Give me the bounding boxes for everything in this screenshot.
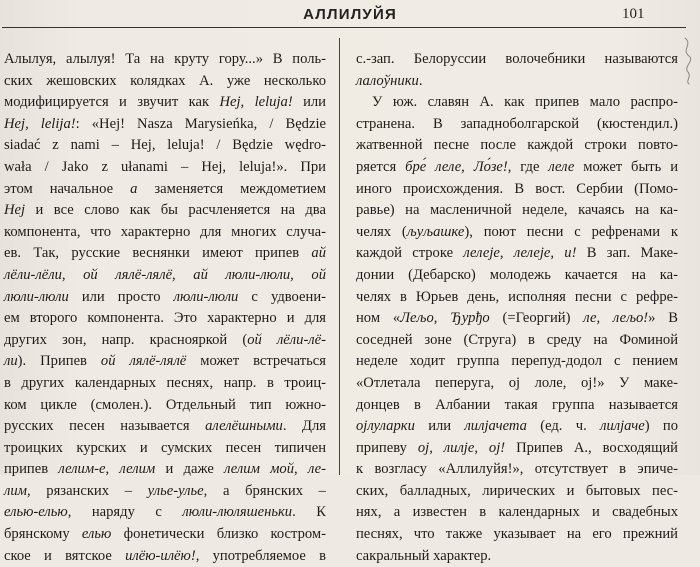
text-run: , употребляемое в <box>195 547 326 564</box>
text-run: ских, балладных, лирических и бытовых пес- <box>356 482 678 499</box>
text-run: , где <box>507 158 549 175</box>
italic-text: елью-елью <box>4 504 68 521</box>
text-run: или <box>292 94 326 111</box>
text-run: брянскому <box>4 526 82 543</box>
text-line <box>356 481 678 503</box>
text-line <box>356 438 678 460</box>
italic-text: ли <box>4 353 18 370</box>
text-run: может быть и <box>574 158 679 175</box>
text-line <box>4 92 326 114</box>
text-run: компонента, что характерно для многих случа- <box>4 223 326 240</box>
text-line <box>4 71 326 93</box>
text-run: , а брянских – <box>203 482 326 499</box>
text-line <box>356 308 678 330</box>
text-run: и все слово как бы расчленяется на два <box>25 202 326 219</box>
italic-text: ле- <box>307 461 327 478</box>
text-run: ских жешовских колядках А. уже несколько <box>4 72 326 89</box>
text-run: . Для <box>282 418 326 435</box>
italic-text: ој, лилје, ој! <box>417 439 506 456</box>
italic-text: алелёшными <box>205 418 283 435</box>
text-line <box>4 330 326 352</box>
italic-text: бре́ леле, Ло́зе! <box>405 158 508 175</box>
text-line <box>4 157 326 179</box>
text-run: в других календарных песнях, напр. в троиц- <box>4 374 326 391</box>
text-run: Алылуя, алылуя! Та на круту гору...» В поль- <box>4 51 326 67</box>
italic-text: лелим <box>119 461 156 478</box>
header-rule <box>2 27 686 28</box>
italic-text: лелим-е <box>58 461 106 478</box>
text-line <box>356 179 678 201</box>
text-run: (=Георгий) <box>489 310 584 327</box>
text-run: странена. В западноболгарской (кюстендил.) <box>356 115 678 132</box>
text-line <box>4 502 326 524</box>
text-line <box>4 351 326 373</box>
text-run: челях ( <box>356 223 407 240</box>
text-run: (ед. ч. <box>526 418 601 435</box>
text-run: к возгласу «Аллилуйя!», отсутствует в эпиче- <box>356 461 678 478</box>
text-run: или просто <box>68 288 174 305</box>
text-line <box>356 395 678 417</box>
text-line <box>4 416 326 438</box>
text-run: песнях, что также указывает на его прежний <box>356 526 678 543</box>
italic-text: Hej <box>4 202 26 219</box>
text-run: , рязанских – <box>26 482 148 499</box>
text-line <box>4 395 326 417</box>
text-run: каждой строке <box>356 245 464 262</box>
text-line <box>356 243 678 265</box>
italic-text: ой лёли-лё- <box>247 331 327 348</box>
text-run: припев <box>4 461 59 478</box>
text-run: русских песен называется <box>4 418 206 435</box>
italic-text: ульe-ульe <box>147 482 204 499</box>
text-run: . <box>418 72 423 89</box>
italic-text: Лељо, Ђурђо <box>400 310 490 327</box>
text-run: ряется <box>356 158 406 175</box>
italic-text: а <box>130 180 138 197</box>
text-line <box>356 330 678 352</box>
text-run: сакральный характер. <box>356 547 492 564</box>
page-number: 101 <box>622 6 645 22</box>
text-line <box>356 157 678 179</box>
text-run: соседней зоне (Струга) в среду на Фоминой <box>356 331 678 348</box>
italic-text: лелеје, лелеје, и! <box>463 245 577 262</box>
text-run: неделе ходит группа перепуд-додол с пением <box>356 353 678 370</box>
text-run: » В <box>648 310 678 327</box>
text-line <box>356 265 678 287</box>
text-run: ем второго компонента. Это характерно и для <box>4 310 326 327</box>
text-run: нях, а известен в календарных и свадебных <box>356 504 678 521</box>
text-line <box>356 200 678 222</box>
text-run: ном « <box>356 310 401 327</box>
text-run: ское и вятское <box>4 547 126 564</box>
text-run: с удвоени- <box>238 288 326 305</box>
text-run: : «Hej! Nasza Marysieńka, / Będzie <box>75 115 326 132</box>
italic-text: ле, лељо! <box>583 310 649 327</box>
italic-text: ой лялё-лялё <box>100 353 187 370</box>
pencil-margin-mark <box>679 36 699 86</box>
text-line <box>4 373 326 395</box>
text-line <box>356 222 678 244</box>
text-line <box>356 524 678 546</box>
text-line <box>4 524 326 546</box>
italic-text: Hej, lelija! <box>4 115 76 132</box>
text-run: wała / Jako z ułanami – Hej, leluja!». При <box>4 158 326 175</box>
italic-text: илёю-илёю! <box>125 547 196 564</box>
text-run: других зон, напр. краснояркой ( <box>4 331 248 348</box>
text-line <box>356 49 678 71</box>
text-line <box>4 114 326 136</box>
text-line <box>356 416 678 438</box>
text-run: донии (Дебарско) молодежь качается на ка- <box>356 266 678 283</box>
text-line <box>356 92 678 114</box>
column-divider <box>339 38 340 475</box>
text-run: или <box>414 418 465 435</box>
text-run: троицких курских и сумских песен типичен <box>4 439 326 456</box>
text-run: ). Припев <box>17 353 101 370</box>
italic-text: Hej, leluja! <box>219 94 293 111</box>
text-line <box>4 459 326 481</box>
text-run: , <box>294 461 308 478</box>
text-run: . К <box>292 504 326 521</box>
italic-text: леле <box>548 158 575 175</box>
text-run: фонетически близко костром- <box>111 526 327 543</box>
text-line <box>4 481 326 503</box>
text-run: равье) на масленичной неделе, качаясь на ка- <box>356 202 678 219</box>
text-run: ) по <box>644 418 678 435</box>
text-run: ев. Так, русские веснянки имеют припев <box>4 245 312 262</box>
right-column <box>356 49 678 567</box>
text-line <box>4 546 326 567</box>
text-run: модифицируется и звучит как <box>4 94 220 111</box>
text-line <box>356 502 678 524</box>
text-line <box>356 287 678 309</box>
text-line <box>356 459 678 481</box>
italic-text: ојлуларки <box>356 418 415 435</box>
text-run: ), поют песни с рефренами к <box>464 223 678 240</box>
left-column <box>4 49 326 567</box>
text-line <box>356 114 678 136</box>
text-run: может встречаться <box>186 353 326 370</box>
text-line <box>356 135 678 157</box>
italic-text: ай <box>311 245 326 262</box>
text-run: В зап. Маке- <box>576 245 679 262</box>
text-run: , <box>105 461 120 478</box>
italic-text: лим <box>4 482 27 499</box>
text-line <box>4 287 326 309</box>
italic-text: лелим мой <box>224 461 295 478</box>
text-run: этом начальное <box>4 180 131 197</box>
italic-text: лилјаче <box>600 418 645 435</box>
text-line <box>4 200 326 222</box>
text-line <box>356 546 678 567</box>
italic-text: љуљашке <box>406 223 465 240</box>
text-run: донцев в Албании такая группа называется <box>356 396 678 413</box>
text-run: Припев А., восходящий <box>505 439 678 456</box>
text-line <box>4 438 326 460</box>
italic-text: лилјачета <box>464 418 527 435</box>
text-run: с.-зап. Белоруссии волочебники называются <box>356 51 678 67</box>
italic-text: лалоўники <box>356 72 419 89</box>
text-run: siadać z nami – Hej, leluja! / Będzie wędro- <box>4 137 326 154</box>
text-line <box>4 179 326 201</box>
text-line <box>356 71 678 93</box>
text-line <box>4 308 326 330</box>
text-run: У юж. славян А. как припев мало распро- <box>372 94 678 111</box>
text-line <box>356 351 678 373</box>
italic-text: люли-люляшеньки <box>182 504 293 521</box>
text-line <box>356 373 678 395</box>
text-line <box>4 243 326 265</box>
italic-text: лёли-лёли, ой лялё-лялё, ай люли-люли, ой <box>4 266 326 283</box>
text-line <box>4 49 326 71</box>
text-run: «Отлетала пеперуга, ој лоле, ој!» У макe- <box>356 374 678 391</box>
italic-text: елью <box>81 526 112 543</box>
text-line <box>4 265 326 287</box>
text-run: , наряду с <box>67 504 183 521</box>
text-line <box>4 135 326 157</box>
italic-text: люли-люли <box>173 288 239 305</box>
text-run: челях в Юрьев день, исполняя песни с рефре- <box>356 288 678 305</box>
text-run: иного происхождения. В вост. Сербии (Помо- <box>356 180 678 197</box>
text-run: заменяется междометием <box>137 180 326 197</box>
text-line <box>4 222 326 244</box>
text-run: жатвенной песне после каждой строки повто- <box>356 137 678 154</box>
text-run: и даже <box>155 461 225 478</box>
text-run: припеву <box>356 439 418 456</box>
running-head-title: АЛЛИЛУЙЯ <box>303 6 397 23</box>
italic-text: люли-люли <box>4 288 69 305</box>
text-run: ком цикле (смолен.). Отдельный тип южно- <box>4 396 326 413</box>
